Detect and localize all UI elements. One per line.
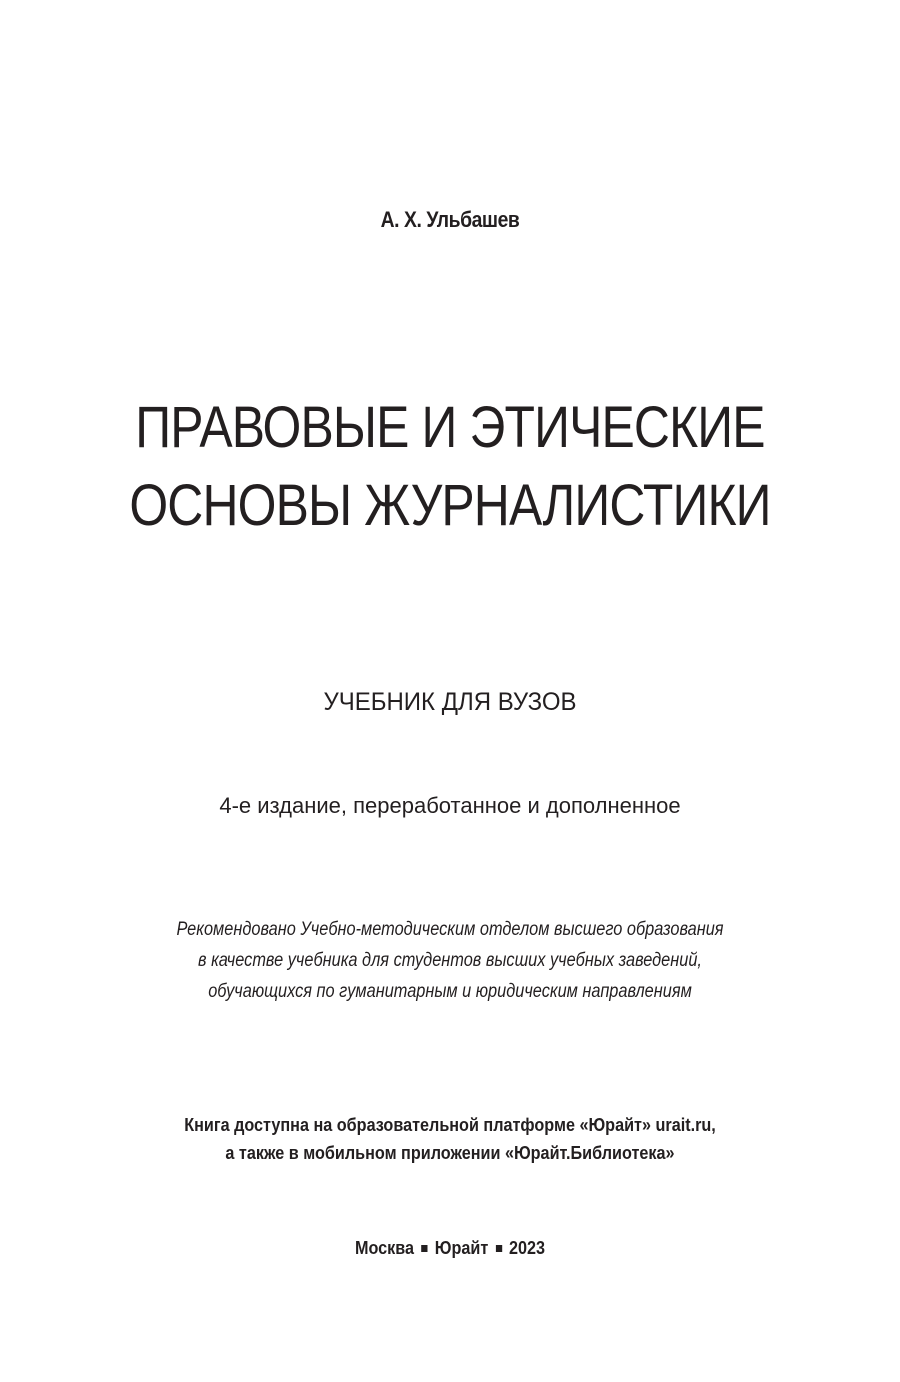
book-title-line-1: ПРАВОВЫЕ И ЭТИЧЕСКИЕ <box>135 395 765 460</box>
imprint <box>45 1238 855 1259</box>
edition-note: 4-е издание, переработанное и дополненное <box>219 793 681 818</box>
separator-square-icon <box>421 1245 427 1252</box>
author-name: А. Х. Ульбашев <box>380 207 520 232</box>
recommendation-line-3: обучающихся по гуманитарным и юридическим направлениям <box>208 981 692 1002</box>
availability-line-2: а также в мобильном приложении «Юрайт.Библиотека» <box>225 1143 675 1163</box>
recommendation-line-2: в качестве учебника для студентов высших учебных заведений, <box>198 950 702 971</box>
imprint-city: Москва <box>354 1238 415 1258</box>
book-title-line-2: ОСНОВЫ ЖУРНАЛИСТИКИ <box>129 473 771 538</box>
imprint-year: 2023 <box>508 1238 546 1258</box>
recommendation-note <box>63 914 837 1007</box>
availability-note <box>45 1111 855 1167</box>
availability-line-1: Книга доступна на образовательной платформе «Юрайт» urait.ru, <box>184 1115 716 1135</box>
imprint-publisher: Юрайт <box>434 1238 489 1258</box>
recommendation-line-1: Рекомендовано Учебно-методическим отделом высшего образования <box>176 919 724 940</box>
book-genre: УЧЕБНИК ДЛЯ ВУЗОВ <box>323 688 577 716</box>
book-title <box>63 389 837 545</box>
separator-square-icon <box>495 1245 501 1252</box>
